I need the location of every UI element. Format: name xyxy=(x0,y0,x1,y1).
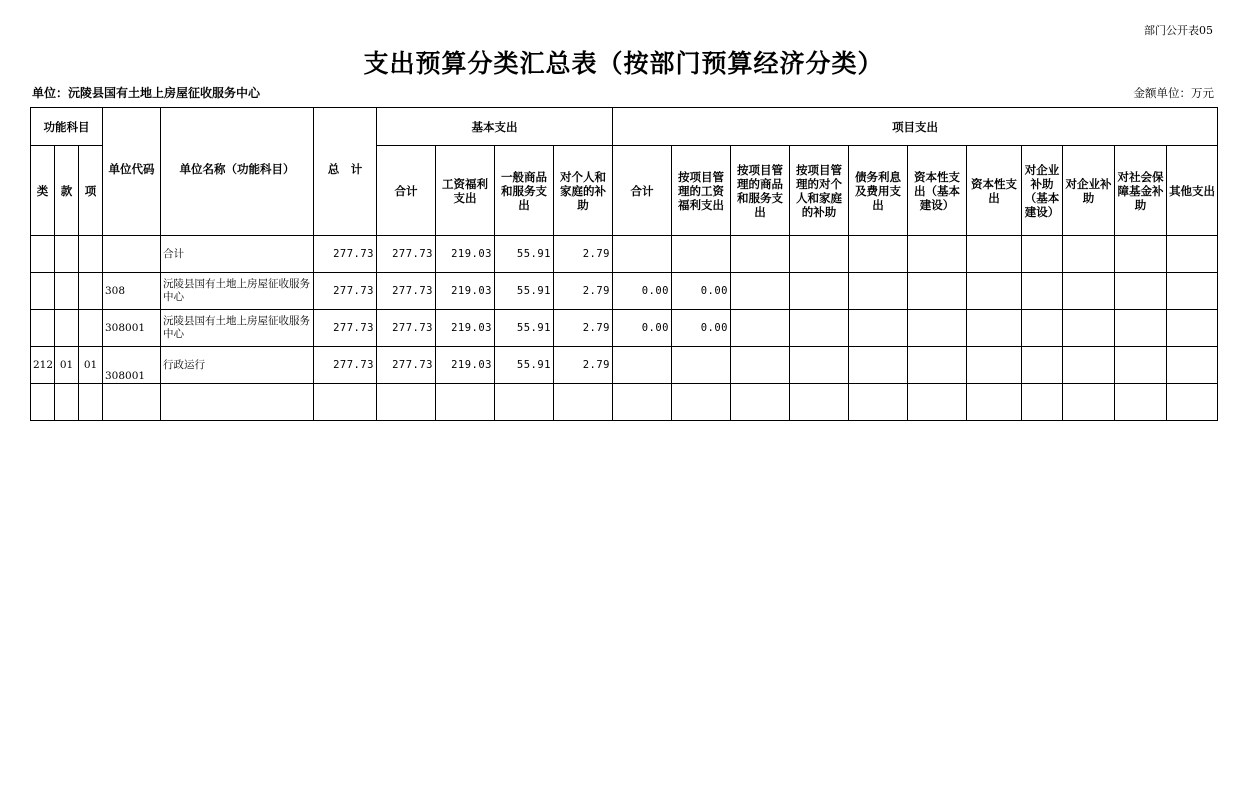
cell-unit-name: 行政运行 xyxy=(161,347,314,384)
cell-unit-code: 308001 xyxy=(103,347,161,384)
header-basic-col: 一般商品和服务支出 xyxy=(495,146,554,236)
cell-empty xyxy=(1167,310,1218,347)
cell-empty xyxy=(908,236,967,273)
cell-empty xyxy=(908,384,967,421)
cell-empty xyxy=(103,384,161,421)
cell-empty xyxy=(554,384,613,421)
cell-project-wage xyxy=(672,347,731,384)
cell-empty xyxy=(1167,384,1218,421)
header-project-col: 按项目管理的对个人和家庭的补助 xyxy=(790,146,849,236)
cell-basic-sum: 277.73 xyxy=(377,273,436,310)
header-basic-col: 对个人和家庭的补助 xyxy=(554,146,613,236)
cell-empty xyxy=(731,347,790,384)
header-project-expenditure: 项目支出 xyxy=(613,108,1218,146)
cell-empty xyxy=(161,384,314,421)
cell-xiang xyxy=(79,310,103,347)
header-project-col: 资本性支出（基本建设） xyxy=(908,146,967,236)
cell-basic-goods: 55.91 xyxy=(495,347,554,384)
table-row xyxy=(31,310,1218,347)
cell-empty xyxy=(314,384,377,421)
header-basic-expenditure: 基本支出 xyxy=(377,108,613,146)
cell-empty xyxy=(790,236,849,273)
cell-basic-personal: 2.79 xyxy=(554,236,613,273)
cell-empty xyxy=(967,236,1022,273)
cell-empty xyxy=(672,384,731,421)
cell-project-wage: 0.00 xyxy=(672,273,731,310)
cell-empty xyxy=(613,384,672,421)
cell-empty xyxy=(1063,236,1115,273)
cell-project-sum xyxy=(613,347,672,384)
header-func-subject: 功能科目 xyxy=(31,108,103,146)
header-basic-col: 工资福利支出 xyxy=(436,146,495,236)
cell-empty xyxy=(1167,273,1218,310)
cell-empty xyxy=(731,273,790,310)
budget-table xyxy=(30,107,1218,421)
header-unit-name: 单位名称（功能科目） xyxy=(161,108,314,236)
cell-kuan xyxy=(55,236,79,273)
table-row xyxy=(31,273,1218,310)
cell-unit-code: 308 xyxy=(103,273,161,310)
cell-empty xyxy=(1115,310,1167,347)
cell-empty xyxy=(967,347,1022,384)
cell-empty xyxy=(790,310,849,347)
header-project-col: 按项目管理的工资福利支出 xyxy=(672,146,731,236)
cell-empty xyxy=(1115,273,1167,310)
cell-empty xyxy=(1022,310,1063,347)
cell-unit-code: 308001 xyxy=(103,310,161,347)
header-unit-code: 单位代码 xyxy=(103,108,161,236)
cell-unit-name: 沅陵县国有土地上房屋征收服务中心 xyxy=(161,310,314,347)
cell-total: 277.73 xyxy=(314,236,377,273)
cell-empty xyxy=(1063,347,1115,384)
cell-empty xyxy=(1115,384,1167,421)
cell-project-sum: 0.00 xyxy=(613,273,672,310)
cell-basic-wage: 219.03 xyxy=(436,347,495,384)
header-project-col: 对社会保障基金补助 xyxy=(1115,146,1167,236)
cell-empty xyxy=(849,236,908,273)
cell-kuan xyxy=(55,273,79,310)
cell-project-sum xyxy=(613,236,672,273)
cell-empty xyxy=(908,347,967,384)
cell-basic-sum: 277.73 xyxy=(377,347,436,384)
cell-empty xyxy=(967,273,1022,310)
unit-label: 单位：沅陵县国有土地上房屋征收服务中心 xyxy=(32,86,261,100)
cell-basic-wage: 219.03 xyxy=(436,236,495,273)
header-xiang: 项 xyxy=(79,146,103,236)
cell-unit-name: 沅陵县国有土地上房屋征收服务中心 xyxy=(161,273,314,310)
cell-empty xyxy=(1063,384,1115,421)
currency-unit-label: 金额单位：万元 xyxy=(1133,86,1214,100)
cell-basic-goods: 55.91 xyxy=(495,273,554,310)
header-project-col: 资本性支出 xyxy=(967,146,1022,236)
cell-empty xyxy=(1022,236,1063,273)
cell-project-sum: 0.00 xyxy=(613,310,672,347)
cell-lei xyxy=(31,273,55,310)
header-basic-col: 合计 xyxy=(377,146,436,236)
cell-empty xyxy=(1167,347,1218,384)
cell-empty xyxy=(908,273,967,310)
cell-empty xyxy=(731,236,790,273)
cell-empty xyxy=(731,310,790,347)
cell-empty xyxy=(1167,236,1218,273)
cell-empty xyxy=(377,384,436,421)
cell-empty xyxy=(1115,347,1167,384)
cell-total: 277.73 xyxy=(314,347,377,384)
cell-basic-sum: 277.73 xyxy=(377,236,436,273)
header-lei: 类 xyxy=(31,146,55,236)
cell-empty xyxy=(1022,273,1063,310)
header-project-col: 债务利息及费用支出 xyxy=(849,146,908,236)
cell-basic-goods: 55.91 xyxy=(495,236,554,273)
cell-empty xyxy=(1022,384,1063,421)
header-project-col: 对企业补助（基本建设） xyxy=(1022,146,1063,236)
cell-basic-personal: 2.79 xyxy=(554,273,613,310)
cell-basic-sum: 277.73 xyxy=(377,310,436,347)
cell-lei xyxy=(31,236,55,273)
cell-empty xyxy=(1063,310,1115,347)
cell-empty xyxy=(908,310,967,347)
cell-basic-personal: 2.79 xyxy=(554,347,613,384)
cell-unit-code xyxy=(103,236,161,273)
cell-empty xyxy=(31,384,55,421)
page-title: 支出预算分类汇总表（按部门预算经济分类） xyxy=(363,49,884,78)
cell-empty xyxy=(790,384,849,421)
cell-empty xyxy=(967,310,1022,347)
header-project-col: 其他支出 xyxy=(1167,146,1218,236)
cell-empty xyxy=(731,384,790,421)
cell-kuan: 01 xyxy=(55,347,79,384)
cell-project-wage: 0.00 xyxy=(672,310,731,347)
cell-empty xyxy=(1115,236,1167,273)
header-project-col: 合计 xyxy=(613,146,672,236)
cell-total: 277.73 xyxy=(314,310,377,347)
header-total: 总 计 xyxy=(314,108,377,236)
cell-empty xyxy=(790,273,849,310)
cell-empty xyxy=(1063,273,1115,310)
cell-total: 277.73 xyxy=(314,273,377,310)
cell-basic-wage: 219.03 xyxy=(436,273,495,310)
cell-basic-goods: 55.91 xyxy=(495,310,554,347)
cell-empty xyxy=(436,384,495,421)
cell-xiang xyxy=(79,273,103,310)
form-number-label: 部门公开表05 xyxy=(1144,24,1213,37)
cell-empty xyxy=(1022,347,1063,384)
cell-empty xyxy=(495,384,554,421)
header-project-col: 按项目管理的商品和服务支出 xyxy=(731,146,790,236)
header-project-col: 对企业补助 xyxy=(1063,146,1115,236)
cell-empty xyxy=(790,347,849,384)
cell-empty xyxy=(79,384,103,421)
cell-unit-name: 合计 xyxy=(161,236,314,273)
cell-empty xyxy=(849,310,908,347)
table-row-empty xyxy=(31,384,1218,421)
table-row xyxy=(31,347,1218,384)
cell-empty xyxy=(55,384,79,421)
header-kuan: 款 xyxy=(55,146,79,236)
cell-lei xyxy=(31,310,55,347)
cell-xiang: 01 xyxy=(79,347,103,384)
cell-empty xyxy=(967,384,1022,421)
cell-kuan xyxy=(55,310,79,347)
cell-empty xyxy=(849,384,908,421)
cell-empty xyxy=(849,347,908,384)
cell-basic-personal: 2.79 xyxy=(554,310,613,347)
cell-project-wage xyxy=(672,236,731,273)
cell-xiang xyxy=(79,236,103,273)
cell-lei: 212 xyxy=(31,347,55,384)
table-row xyxy=(31,236,1218,273)
cell-basic-wage: 219.03 xyxy=(436,310,495,347)
cell-empty xyxy=(849,273,908,310)
